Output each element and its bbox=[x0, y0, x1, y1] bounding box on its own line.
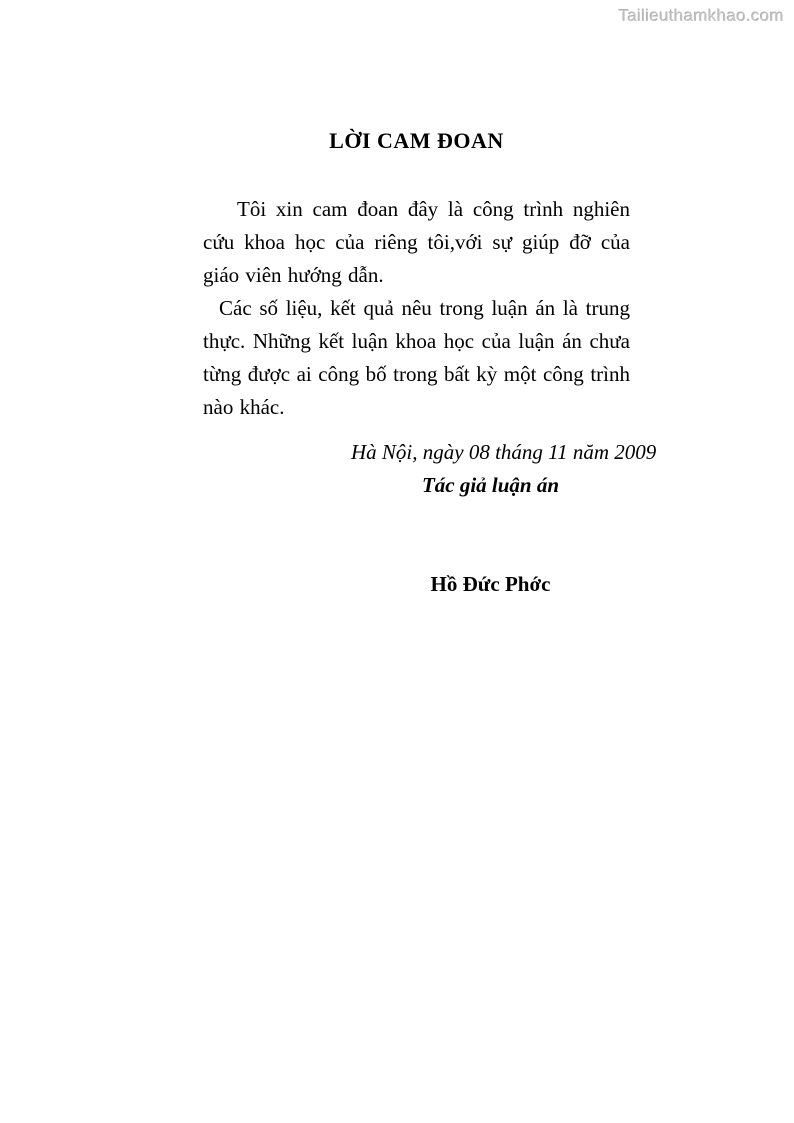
watermark-text: Tailieuthamkhao.com bbox=[618, 6, 784, 25]
page-title: LỜI CAM ĐOAN bbox=[329, 128, 504, 153]
declaration-paragraph-2: Các số liệu, kết quả nêu trong luận án là trung thực. Những kết luận khoa học của luận án chưa từng được ai công bố trong bất kỳ một công trình nào khác. bbox=[203, 296, 630, 419]
declaration-paragraph-1: Tôi xin cam đoan đây là công trình nghiên cứu khoa học của riêng tôi,với sự giúp đỡ của giáo viên hướng dẫn. bbox=[203, 197, 630, 287]
signature-block bbox=[351, 436, 657, 601]
date-line: Hà Nội, ngày 08 tháng 11 năm 2009 bbox=[351, 440, 657, 464]
document-content bbox=[203, 128, 657, 601]
signature-name: Hồ Đức Phớc bbox=[430, 572, 551, 596]
signature-role: Tác giả luận án bbox=[421, 473, 560, 497]
